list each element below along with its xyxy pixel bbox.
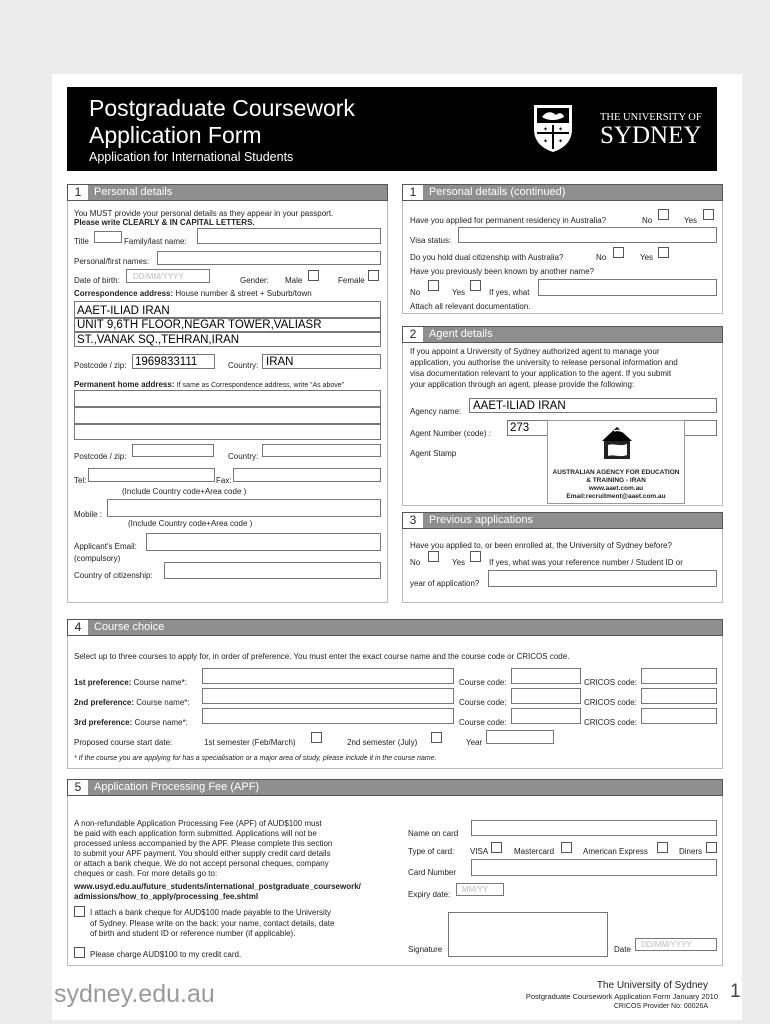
permanent-label-text: Permanent home address: [74, 380, 175, 389]
agent-stamp-box[interactable] [547, 420, 685, 504]
course-code-label: Course code: [459, 718, 507, 727]
email-field[interactable] [146, 533, 381, 551]
female-checkbox[interactable] [368, 270, 379, 281]
bank-cheque-line1: I attach a bank cheque for AUD$100 made payable to the University [90, 908, 332, 917]
male-checkbox[interactable] [308, 270, 319, 281]
dob-label: Date of birth: [74, 276, 120, 285]
apf-info-link-cont[interactable]: admissions/how_to_apply/processing_fee.shtml [74, 892, 259, 901]
preference-3-cricos-field[interactable] [641, 708, 717, 724]
section-3-header [402, 512, 723, 529]
perm-res-no-label: No [642, 216, 653, 225]
tel-label: Tel: [74, 476, 87, 485]
section-number: 3 [403, 513, 423, 528]
attach-documentation-note: Attach all relevant documentation. [410, 302, 531, 311]
section-5-header [67, 779, 723, 796]
expiry-placeholder: MM/YY [462, 885, 489, 894]
agent-paragraph-line3: visa documentation relevant to your application to the agent. If you submit [410, 369, 672, 378]
other-name-yes-checkbox[interactable] [470, 280, 481, 291]
form-title-line1: Postgraduate Coursework [89, 95, 355, 121]
apf-paragraph-line3: processed unless accompanied by the APF. Please complete this section [74, 839, 333, 848]
header-banner [67, 87, 717, 171]
other-name-field[interactable] [538, 279, 717, 296]
correspondence-address-line3[interactable] [74, 332, 381, 347]
agent-paragraph-line2: application, you authorise the university to release personal information and [410, 358, 678, 367]
permanent-hint: If same as Correspondence address, write “As above” [176, 382, 345, 389]
diners-label: Diners [679, 847, 703, 856]
visa-status-field[interactable] [458, 227, 717, 243]
name-on-card-label: Name on card [408, 829, 459, 838]
perm-res-yes-checkbox[interactable] [703, 209, 714, 220]
postcode2-label: Postcode / zip: [74, 452, 127, 461]
card-number-label: Card Number [408, 868, 457, 877]
course-name-note: * If the course you are applying for has a specialisation or a major area of study, please include it in the course name. [74, 755, 437, 762]
permanent-address-line1[interactable] [74, 390, 381, 407]
apf-paragraph-line2: be paid with each application form submitted. Applications will not be [74, 829, 317, 838]
section-title: Personal details [94, 186, 173, 198]
section-title: Agent details [429, 328, 493, 340]
country-label: Country: [228, 361, 259, 370]
previous-no-checkbox[interactable] [428, 551, 439, 562]
first-names-label: Personal/first names: [74, 257, 150, 266]
section-title: Personal details (continued) [429, 186, 566, 198]
start-year-label: Year [466, 738, 483, 747]
apf-paragraph-line6: cheques or cash. For more details go to: [74, 869, 218, 878]
course-code-label: Course code: [459, 678, 507, 687]
citizenship-label: Country of citizenship: [74, 571, 153, 580]
apf-info-link[interactable]: www.usyd.edu.au/future_students/international_postgraduate_coursework/ [74, 882, 361, 891]
section-number: 1 [403, 185, 423, 200]
stamp-text [548, 469, 684, 501]
course-code-label: Course code: [459, 698, 507, 707]
preference-2-course-code-field[interactable] [511, 688, 581, 704]
preference-2-text: 2nd preference: [74, 698, 135, 707]
university-name-line2: SYDNEY [600, 122, 702, 149]
semester-2-label: 2nd semester (July) [347, 738, 418, 747]
agency-logo-icon [600, 425, 634, 463]
country2-label: Country: [228, 452, 259, 461]
apf-paragraph-line4: to submit your APF payment. You should either supply credit card details [74, 849, 331, 858]
mastercard-checkbox[interactable] [561, 842, 572, 853]
signature-label: Signature [408, 945, 443, 954]
title-label: Title [74, 237, 89, 246]
family-name-label: Family/last name: [124, 237, 187, 246]
previous-application-question: Have you applied to, or been enrolled at, the University of Sydney before? [410, 541, 672, 550]
section-title: Course choice [94, 621, 165, 633]
reference-number-label: If yes, what was your reference number / Student ID or [489, 558, 683, 567]
family-name-field[interactable] [197, 228, 381, 244]
amex-checkbox[interactable] [657, 842, 668, 853]
dual-yes-label: Yes [640, 253, 654, 262]
credit-card-checkbox[interactable] [74, 947, 85, 958]
bank-cheque-checkbox[interactable] [74, 906, 85, 917]
agent-paragraph-line4: your application through an agent, please provide the following: [410, 380, 635, 389]
first-names-field[interactable] [157, 251, 381, 265]
stamp-line2: & TRAINING - IRAN [586, 477, 646, 484]
perm-res-yes-label: Yes [684, 216, 698, 225]
email-compulsory-hint: (compulsory) [74, 554, 121, 563]
mobile-label: Mobile : [74, 510, 103, 519]
course-name-label: Course name*: [133, 678, 187, 687]
agent-stamp-label: Agent Stamp [410, 449, 457, 458]
form-title-line2: Application Form [89, 122, 262, 148]
postcode-field[interactable] [132, 354, 215, 369]
section-1-header [67, 184, 388, 201]
apf-paragraph-line5: or attach a bank cheque. We do not accept personal cheques, company [74, 859, 329, 868]
country2-field[interactable] [262, 444, 381, 457]
course-name-label: Course name*: [136, 698, 190, 707]
cricos-code-label: CRICOS code: [584, 678, 637, 687]
website-footer: sydney.edu.au [54, 980, 215, 1008]
postcode2-field[interactable] [132, 444, 214, 457]
semester-1-checkbox[interactable] [311, 732, 322, 743]
agency-name-field[interactable] [469, 398, 717, 413]
stamp-line1: AUSTRALIAN AGENCY FOR EDUCATION [552, 469, 680, 476]
name-on-card-field[interactable] [471, 820, 717, 836]
svg-text:✦: ✦ [543, 127, 549, 133]
other-name-no-label: No [410, 288, 421, 297]
mobile-country-code-hint: (Include Country code+Area code ) [128, 519, 253, 528]
preference-2-cricos-field[interactable] [641, 688, 717, 704]
capital-letters-instruction: Please write CLEARLY & IN CAPITAL LETTERS. [74, 218, 255, 227]
university-crest-icon [532, 103, 574, 153]
footer-cricos: CRICOS Provider No: 00026A [613, 1003, 708, 1010]
footer-form-name: Postgraduate Coursework Application Form January 2010 [525, 992, 718, 1001]
correspondence-label-text: Correspondence address: [74, 289, 174, 298]
dual-no-label: No [596, 253, 607, 262]
preference-1-text: 1st preference: [74, 678, 132, 687]
svg-text:✦: ✦ [558, 127, 564, 133]
title-field[interactable] [94, 231, 122, 243]
form-page [52, 74, 742, 1020]
expiry-date-field[interactable] [456, 883, 504, 896]
apf-paragraph-line1: A non-refundable Application Processing Fee (APF) of AUD$100 must [74, 819, 322, 828]
address-line1-value: AAET-ILIAD IRAN [77, 305, 170, 317]
cricos-code-label: CRICOS code: [584, 718, 637, 727]
visa-checkbox[interactable] [491, 842, 502, 853]
visa-label: VISA [470, 847, 489, 856]
country-value: IRAN [266, 356, 294, 368]
preference-2-label [74, 698, 190, 707]
preference-1-course-code-field[interactable] [511, 668, 581, 684]
postcode-value: 1969833111 [135, 356, 198, 368]
cricos-code-label: CRICOS code: [584, 698, 637, 707]
section-4-header [67, 619, 723, 636]
date-label: Date [614, 945, 631, 954]
if-yes-what-label: If yes, what [489, 288, 530, 297]
dual-no-checkbox[interactable] [613, 247, 624, 258]
date-placeholder: DD/MM/YYYY [641, 940, 692, 949]
previous-yes-label: Yes [452, 558, 466, 567]
section-1b-header [402, 184, 723, 201]
footer-university: The University of Sydney [596, 980, 708, 991]
male-label: Male [285, 276, 303, 285]
bank-cheque-line3: of birth and student ID or reference number (if applicable). [90, 929, 296, 938]
form-subtitle: Application for International Students [89, 150, 294, 164]
preference-1-label [74, 678, 187, 687]
tel-country-code-hint: (Include Country code+Area code ) [122, 487, 247, 496]
preference-3-label [74, 718, 188, 727]
passport-instruction: You MUST provide your personal details as they appear in your passport. [74, 209, 334, 218]
dob-field[interactable] [126, 269, 210, 283]
section-title: Application Processing Fee (APF) [94, 781, 260, 793]
svg-text:✦: ✦ [558, 139, 564, 145]
visa-status-label: Visa status: [410, 236, 452, 245]
section-number: 4 [68, 620, 88, 635]
mobile-field[interactable] [107, 499, 381, 517]
preference-1-cricos-field[interactable] [641, 668, 717, 684]
perm-res-no-checkbox[interactable] [658, 209, 669, 220]
fax-label: Fax: [216, 476, 232, 485]
other-name-question: Have you previously been known by another name? [410, 267, 595, 276]
diners-checkbox[interactable] [706, 842, 717, 853]
fax-field[interactable] [233, 468, 381, 482]
page-number: 1 [730, 981, 741, 1002]
year-of-application-label: year of application? [410, 579, 480, 588]
expiry-date-label: Expiry date: [408, 890, 451, 899]
correspondence-address-line1[interactable] [74, 301, 381, 318]
credit-card-label: Please charge AUD$100 to my credit card. [90, 950, 242, 959]
other-name-no-checkbox[interactable] [428, 280, 439, 291]
signature-field[interactable] [448, 912, 608, 957]
postcode-label: Postcode / zip: [74, 361, 127, 370]
start-year-field[interactable] [486, 730, 554, 744]
correspondence-address-label [74, 289, 312, 298]
email-label: Applicant's Email: [74, 542, 137, 551]
permanent-address-label [74, 380, 344, 390]
section-2-header [402, 326, 723, 343]
agency-name-label: Agency name: [410, 407, 462, 416]
agent-number-value: 273 [510, 422, 530, 434]
agency-name-value: AAET-ILIAD IRAN [473, 400, 566, 412]
dual-citizenship-question: Do you hold dual citizenship with Australia? [410, 253, 564, 262]
bank-cheque-line2: of Sydney. Please write on the back: your name, contact details, date [90, 919, 335, 928]
university-name-line1: THE UNIVERSITY OF [600, 112, 702, 123]
tel-field[interactable] [88, 468, 215, 482]
preference-3-course-name-field[interactable] [202, 708, 454, 724]
agent-paragraph-line1: If you appoint a University of Sydney authorized agent to manage your [410, 347, 660, 356]
dual-yes-checkbox[interactable] [658, 247, 669, 258]
svg-text:✦: ✦ [543, 139, 549, 145]
stamp-line4: Email:recruitment@aaet.com.au [566, 493, 666, 500]
preference-3-course-code-field[interactable] [511, 708, 581, 724]
mastercard-label: Mastercard [514, 847, 555, 856]
gender-label: Gender: [240, 276, 269, 285]
card-number-field[interactable] [471, 859, 717, 876]
address-line3-value: ST.,VANAK SQ.,TEHRAN,IRAN [77, 334, 240, 346]
preference-2-course-name-field[interactable] [202, 688, 454, 704]
semester-1-label: 1st semester (Feb/March) [204, 738, 296, 747]
permanent-residency-question: Have you applied for permanent residency in Australia? [410, 216, 607, 225]
semester-2-checkbox[interactable] [431, 732, 442, 743]
start-date-label: Proposed course start date: [74, 738, 173, 747]
country-field[interactable] [262, 354, 381, 369]
dob-placeholder: DD/MM/YYYY [133, 272, 184, 281]
course-choice-intro: Select up to three courses to apply for, in order of preference. You must enter the exact course name and the course code or CRICOS code. [74, 652, 570, 661]
previous-yes-checkbox[interactable] [470, 551, 481, 562]
preference-3-text: 3rd preference: [74, 718, 133, 727]
stamp-line3: www.aaet.com.au [588, 485, 644, 492]
female-label: Female [338, 276, 365, 285]
date-field[interactable] [635, 938, 717, 951]
correspondence-hint: House number & street + Suburb/town [175, 289, 312, 298]
card-type-label: Type of card: [408, 847, 455, 856]
permanent-address-line2[interactable] [74, 407, 381, 424]
section-number: 1 [68, 185, 88, 200]
section-title: Previous applications [429, 514, 533, 526]
other-name-yes-label: Yes [452, 288, 466, 297]
permanent-address-line3[interactable] [74, 424, 381, 440]
preference-1-course-name-field[interactable] [202, 668, 454, 684]
agent-number-label: Agent Number (code) : [410, 429, 491, 438]
address-line2-value: UNIT 9,6TH FLOOR,NEGAR TOWER,VALIASR [77, 319, 322, 331]
citizenship-field[interactable] [164, 562, 381, 579]
course-name-label: Course name*: [134, 718, 188, 727]
previous-no-label: No [410, 558, 421, 567]
amex-label: American Express [583, 847, 648, 856]
section-number: 5 [68, 780, 88, 795]
section-number: 2 [403, 327, 423, 342]
correspondence-address-line2[interactable] [74, 318, 381, 332]
reference-number-field[interactable] [488, 570, 717, 587]
